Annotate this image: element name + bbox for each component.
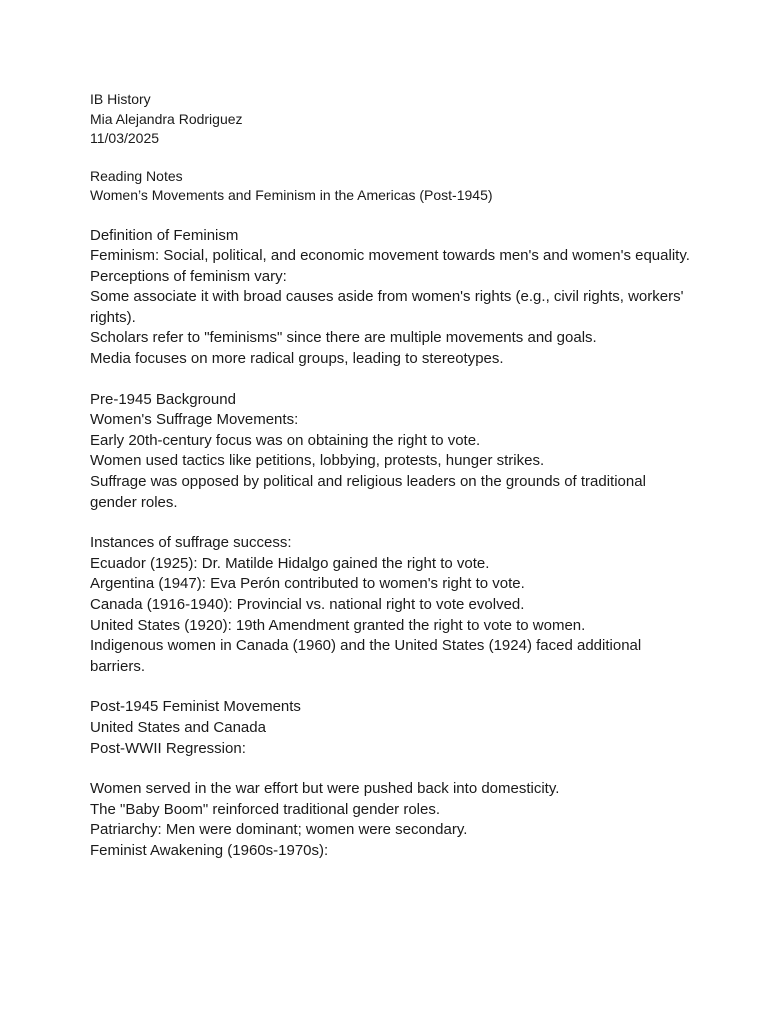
note-line: Feminism: Social, political, and economic movement towards men's and women's equality. bbox=[90, 247, 690, 265]
notes-title-block bbox=[90, 167, 690, 206]
section-heading: Definition of Feminism bbox=[90, 226, 239, 244]
notes-topic: Women’s Movements and Feminism in the Americas (Post-1945) bbox=[90, 187, 493, 203]
note-line: Scholars refer to "feminisms" since there are multiple movements and goals. bbox=[90, 329, 597, 347]
note-line: Women served in the war effort but were pushed back into domesticity. bbox=[90, 780, 560, 798]
note-line: Media focuses on more radical groups, leading to stereotypes. bbox=[90, 350, 504, 368]
section-definition bbox=[90, 226, 690, 370]
note-line: United States (1920): 19th Amendment granted the right to vote to women. bbox=[90, 616, 586, 634]
note-line: Some associate it with broad causes aside from women's rights (e.g., civil rights, workers' rights). bbox=[90, 288, 684, 326]
section-heading: Post-1945 Feminist Movements bbox=[90, 698, 301, 716]
note-line: Women's Suffrage Movements: bbox=[90, 411, 299, 429]
note-line: Post-WWII Regression: bbox=[90, 739, 246, 757]
note-line: Canada (1916-1940): Provincial vs. national right to vote evolved. bbox=[90, 596, 525, 613]
note-line: Suffrage was opposed by political and religious leaders on the grounds of traditional gender roles. bbox=[90, 473, 646, 511]
note-line: Perceptions of feminism vary: bbox=[90, 267, 287, 285]
document-header bbox=[90, 90, 690, 149]
note-line: Indigenous women in Canada (1960) and the United States (1924) faced additional barriers. bbox=[90, 637, 642, 675]
section-heading: Pre-1945 Background bbox=[90, 390, 236, 408]
section-pre-1945 bbox=[90, 390, 690, 514]
note-line: The "Baby Boom" reinforced traditional gender roles. bbox=[90, 800, 441, 818]
note-line: Ecuador (1925): Dr. Matilde Hidalgo gained the right to vote. bbox=[90, 554, 490, 572]
date: 11/03/2025 bbox=[90, 130, 160, 146]
section-post-wwii bbox=[90, 779, 690, 861]
document-page bbox=[90, 90, 690, 862]
student-name: Mia Alejandra Rodriguez bbox=[90, 110, 243, 127]
section-suffrage-success bbox=[90, 533, 690, 677]
course-name: IB History bbox=[90, 91, 151, 107]
note-line: United States and Canada bbox=[90, 718, 266, 736]
note-line: Feminist Awakening (1960s-1970s): bbox=[90, 841, 329, 859]
section-post-1945 bbox=[90, 697, 690, 759]
note-line: Early 20th-century focus was on obtaining the right to vote. bbox=[90, 431, 481, 449]
note-line: Women used tactics like petitions, lobbying, protests, hunger strikes. bbox=[90, 452, 545, 470]
note-line: Argentina (1947): Eva Perón contributed to women's right to vote. bbox=[90, 575, 525, 593]
section-heading: Instances of suffrage success: bbox=[90, 534, 292, 552]
notes-type: Reading Notes bbox=[90, 167, 183, 184]
note-line: Patriarchy: Men were dominant; women were secondary. bbox=[90, 821, 468, 839]
